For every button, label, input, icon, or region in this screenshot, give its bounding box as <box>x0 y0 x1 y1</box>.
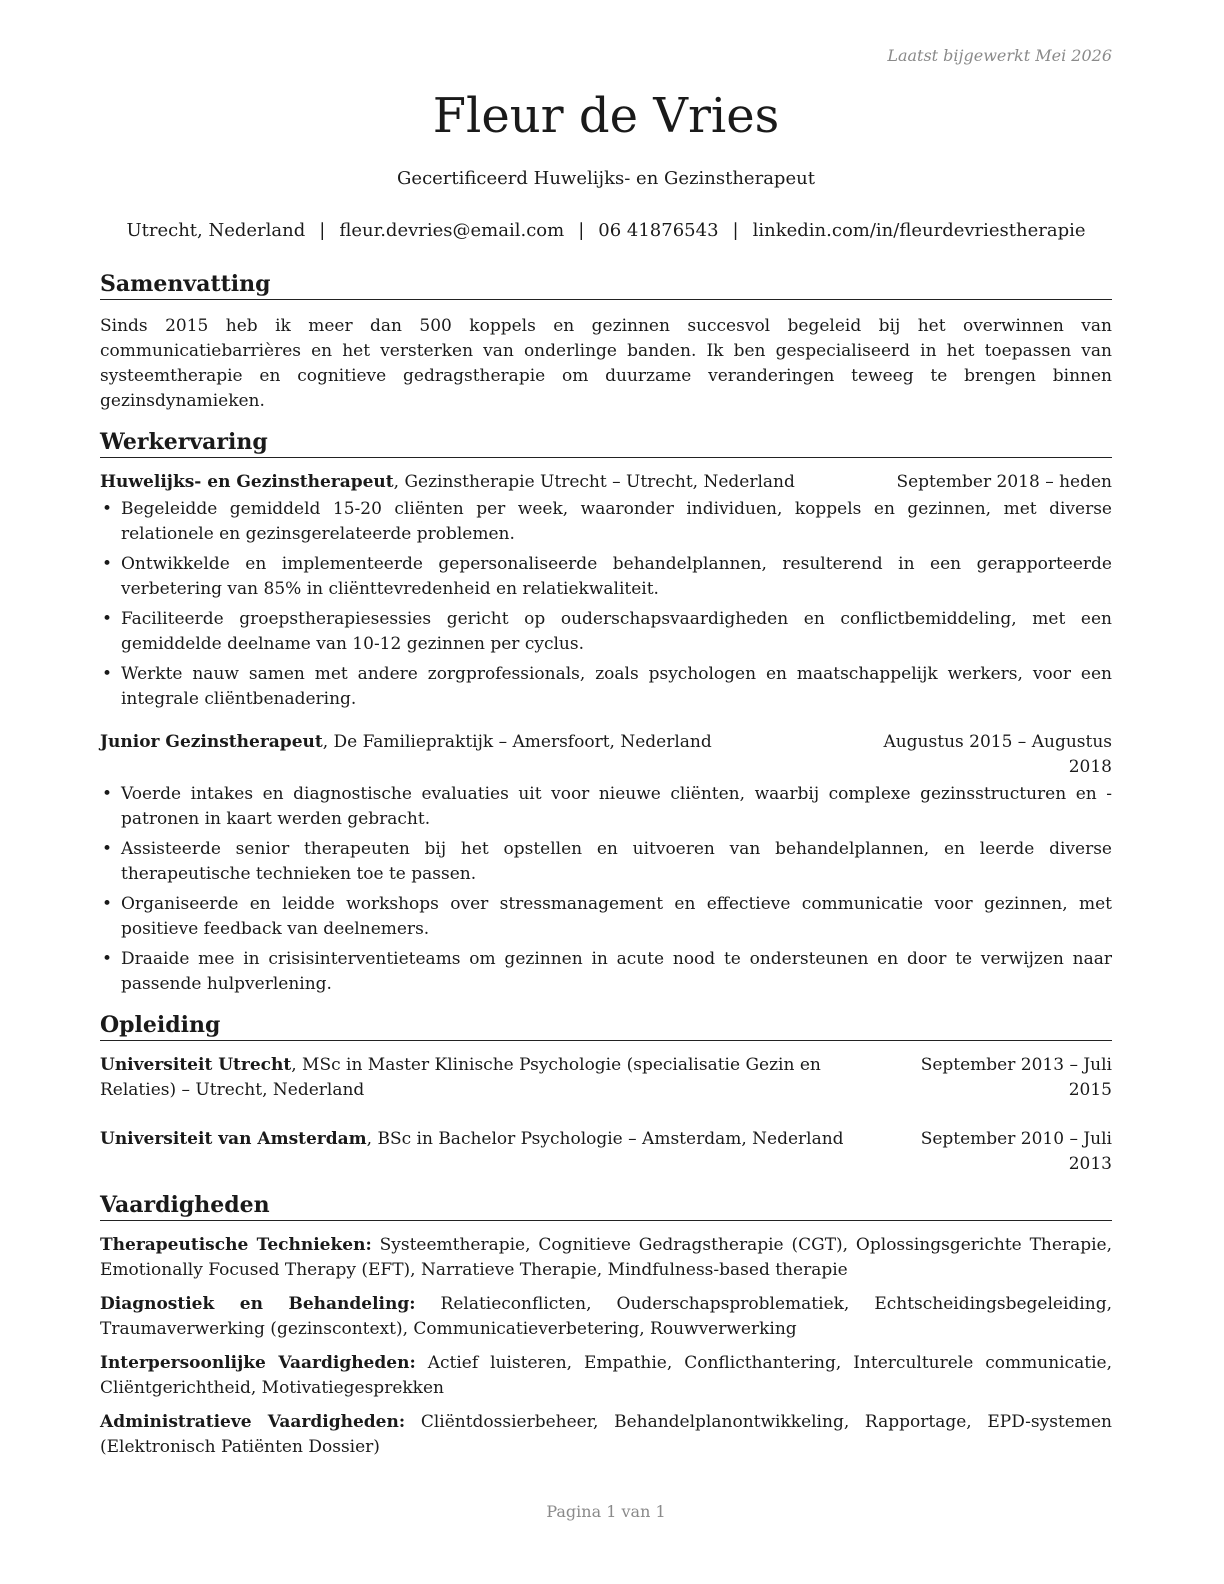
job-bullet: • Voerde intakes en diagnostische evaluaties uit voor nieuwe cliënten, waarbij complexe gezinsstructuren en -patronen in kaart werden gebracht. <box>100 782 1112 832</box>
job-bullet: • Draaide mee in crisisinterventieteams om gezinnen in acute nood te ondersteunen en door te verwijzen naar passende hulpverlening. <box>100 947 1112 997</box>
page-number: Pagina 1 van 1 <box>546 1502 666 1521</box>
skill-text: Systeemtherapie, Cognitieve Gedragstherapie (CGT), Oplossingsgerichte Therapie, Emotionally Focused Therapy (EFT), Narratieve Therapie, Mindfulness-based therapie <box>100 1235 1112 1280</box>
skill-row <box>100 1351 1112 1401</box>
skill-label: Diagnostiek en Behandeling: <box>100 1294 416 1314</box>
job-bullet: • Ontwikkelde en implementeerde gepersonaliseerde behandelplannen, resulterend in een gerapporteerde verbetering van 85% in cliënttevredenheid en relatiekwaliteit. <box>100 552 1112 602</box>
skill-text: Actief luisteren, Empathie, Conflicthantering, Interculturele communicatie, Cliëntgerichtheid, Motivatiegesprekken <box>100 1353 1112 1398</box>
contact-email[interactable]: fleur.devries@email.com <box>339 220 565 241</box>
skill-label: Therapeutische Technieken: <box>100 1235 372 1255</box>
job-entry-header <box>100 730 1112 780</box>
job-bullet: • Assisteerde senior therapeuten bij het opstellen en uitvoeren van behandelplannen, en leerde diverse therapeutische technieken toe te passen. <box>100 837 1112 887</box>
job-dates: September 2018 – heden <box>896 472 1112 492</box>
contact-separator: | <box>732 220 739 241</box>
education-dates: September 2013 – Juli 2015 <box>920 1055 1112 1100</box>
education-school: Universiteit van Amsterdam <box>100 1129 367 1149</box>
skill-label: Administratieve Vaardigheden: <box>100 1412 406 1432</box>
skill-row <box>100 1292 1112 1342</box>
skill-text: Relatieconflicten, Ouderschapsproblematiek, Echtscheidingsbegeleiding, Traumaverwerking (gezinscontext), Communicatieverbetering, Rouwverwerking <box>100 1294 1112 1339</box>
job-bullets <box>100 497 1112 712</box>
skill-label: Interpersoonlijke Vaardigheden: <box>100 1353 416 1373</box>
section-title-summary: Samenvatting <box>100 270 1112 300</box>
contact-line <box>100 220 1112 241</box>
job-entry-header <box>100 470 1112 495</box>
job-bullets <box>100 782 1112 997</box>
experience-section <box>100 428 1112 997</box>
skill-row <box>100 1233 1112 1283</box>
candidate-name: Fleur de Vries <box>432 88 780 144</box>
contact-linkedin[interactable]: linkedin.com/in/fleurdevriestherapie <box>752 220 1086 241</box>
resume-content <box>100 270 1112 1460</box>
education-school: Universiteit Utrecht <box>100 1055 292 1075</box>
skill-row <box>100 1410 1112 1460</box>
resume-page <box>100 0 1112 1584</box>
contact-location: Utrecht, Nederland <box>126 220 306 241</box>
skill-text: Cliëntdossierbeheer, Behandelplanontwikkeling, Rapportage, EPD-systemen (Elektronisch Patiënten Dossier) <box>100 1412 1112 1457</box>
contact-separator: | <box>319 220 326 241</box>
job-bullet: • Organiseerde en leidde workshops over stressmanagement en effectieve communicatie voor gezinnen, met positieve feedback van deelnemers. <box>100 892 1112 942</box>
education-section <box>100 1011 1112 1177</box>
summary-text: Sinds 2015 heb ik meer dan 500 koppels en gezinnen succesvol begeleid bij het overwinnen van communicatiebarrières en het versterken van onderlinge banden. Ik ben gespecialiseerd in het toepassen van systeemtherapie en cognitieve gedragstherapie om duurzame veranderingen teweeg te brengen binnen gezinsdynamieken. <box>100 316 1112 411</box>
education-degree: , MSc in Master Klinische Psychologie (specialisatie Gezin en Relaties) – Utrecht, Nederland <box>100 1055 821 1100</box>
section-title-experience: Werkervaring <box>100 428 1112 458</box>
job-bullet: • Werkte nauw samen met andere zorgprofessionals, zoals psychologen en maatschappelijk werkers, voor een integrale cliëntbenadering. <box>100 662 1112 712</box>
section-title-education: Opleiding <box>100 1011 1112 1041</box>
skills-section <box>100 1191 1112 1460</box>
education-dates: September 2010 – Juli 2013 <box>920 1129 1112 1174</box>
job-employer: , Gezinstherapie Utrecht – Utrecht, Nederland <box>393 472 795 492</box>
job-employer: , De Familiepraktijk – Amersfoort, Nederland <box>322 732 712 752</box>
education-entry <box>100 1053 1112 1103</box>
contact-phone[interactable]: 06 41876543 <box>598 220 719 241</box>
job-dates: Augustus 2015 – Augustus 2018 <box>883 732 1112 777</box>
job-bullet: • Faciliteerde groepstherapiesessies gericht op ouderschapsvaardigheden en conflictbemiddeling, met een gemiddelde deelname van 10-12 gezinnen per cyclus. <box>100 607 1112 657</box>
section-title-skills: Vaardigheden <box>100 1191 1112 1221</box>
last-updated: Laatst bijgewerkt Mei 2026 <box>887 46 1112 65</box>
job-title: Gecertificeerd Huwelijks- en Gezinstherapeut <box>397 168 815 189</box>
job-bullet: • Begeleidde gemiddeld 15-20 cliënten per week, waaronder individuen, koppels en gezinnen, met diverse relationele en gezinsgerelateerde problemen. <box>100 497 1112 547</box>
job-role: Huwelijks- en Gezinstherapeut <box>100 472 394 492</box>
education-entry <box>100 1127 1112 1177</box>
contact-separator: | <box>578 220 585 241</box>
education-degree: , BSc in Bachelor Psychologie – Amsterdam, Nederland <box>366 1129 844 1149</box>
summary-section <box>100 270 1112 414</box>
job-role: Junior Gezinstherapeut <box>100 732 323 752</box>
